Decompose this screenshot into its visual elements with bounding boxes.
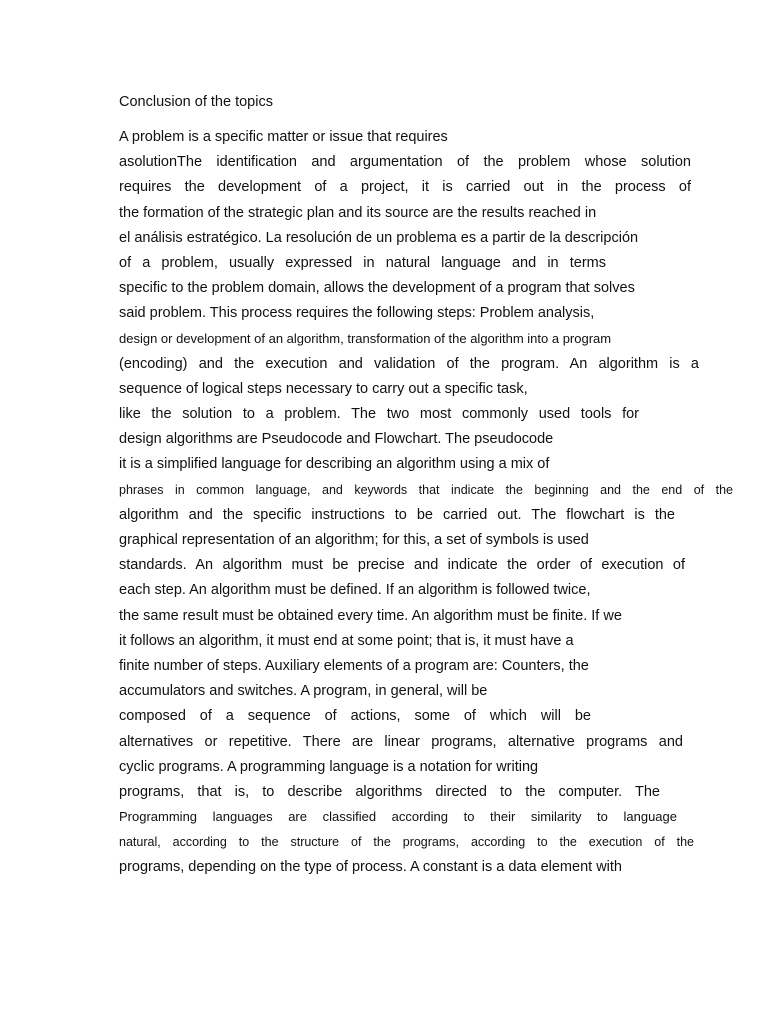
text-line: each step. An algorithm must be defined. If an algorithm is followed twice, — [119, 582, 591, 599]
text-line: finite number of steps. Auxiliary elements of a program are: Counters, the — [119, 657, 589, 674]
text-line: the formation of the strategic plan and its source are the results reached in — [119, 204, 597, 221]
text-line: said problem. This process requires the following steps: Problem analysis, — [119, 305, 595, 322]
text-line: Programming languages are classified according to their similarity to language — [119, 809, 677, 825]
text-line: asolutionThe identification and argumentation of the problem whose solution — [119, 154, 691, 171]
text-line: standards. An algorithm must be precise and indicate the order of execution of — [119, 557, 685, 574]
text-line: natural, according to the structure of the programs, according to the execution of the — [119, 835, 694, 850]
text-line: cyclic programs. A programming language is a notation for writing — [119, 758, 539, 775]
text-line: the same result must be obtained every time. An algorithm must be finite. If we — [119, 607, 622, 624]
text-line: it follows an algorithm, it must end at some point; that is, it must have a — [119, 632, 574, 649]
text-line: of a problem, usually expressed in natural language and in terms — [119, 254, 606, 271]
document-body — [119, 128, 733, 884]
text-line: accumulators and switches. A program, in general, will be — [119, 683, 488, 700]
text-line: A problem is a specific matter or issue that requires — [119, 129, 448, 145]
text-line: sequence of logical steps necessary to carry out a specific task, — [119, 380, 528, 397]
text-line: algorithm and the specific instructions to be carried out. The flowchart is the — [119, 506, 675, 523]
text-line: design or development of an algorithm, transformation of the algorithm into a program — [119, 330, 612, 346]
text-line: composed of a sequence of actions, some of which will be — [119, 708, 591, 725]
text-line: requires the development of a project, it is carried out in the process of — [119, 179, 691, 196]
text-line: specific to the problem domain, allows the development of a program that solves — [119, 280, 635, 297]
text-line: it is a simplified language for describing an algorithm using a mix of — [119, 456, 550, 473]
text-line: el análisis estratégico. La resolución de un problema es a partir de la descripción — [119, 229, 639, 246]
text-line: alternatives or repetitive. There are linear programs, alternative programs and — [119, 733, 683, 750]
text-line: like the solution to a problem. The two most commonly used tools for — [119, 406, 639, 423]
text-line: (encoding) and the execution and validation of the program. An algorithm is a — [119, 355, 699, 372]
text-line: programs, depending on the type of process. A constant is a data element with — [119, 859, 622, 876]
text-line: programs, that is, to describe algorithms directed to the computer. The — [119, 783, 660, 800]
text-line: design algorithms are Pseudocode and Flowchart. The pseudocode — [119, 431, 554, 448]
document-title: Conclusion of the topics — [119, 94, 273, 110]
text-line: phrases in common language, and keywords that indicate the beginning and the end of the — [119, 482, 733, 497]
text-line: graphical representation of an algorithm; for this, a set of symbols is used — [119, 532, 589, 548]
